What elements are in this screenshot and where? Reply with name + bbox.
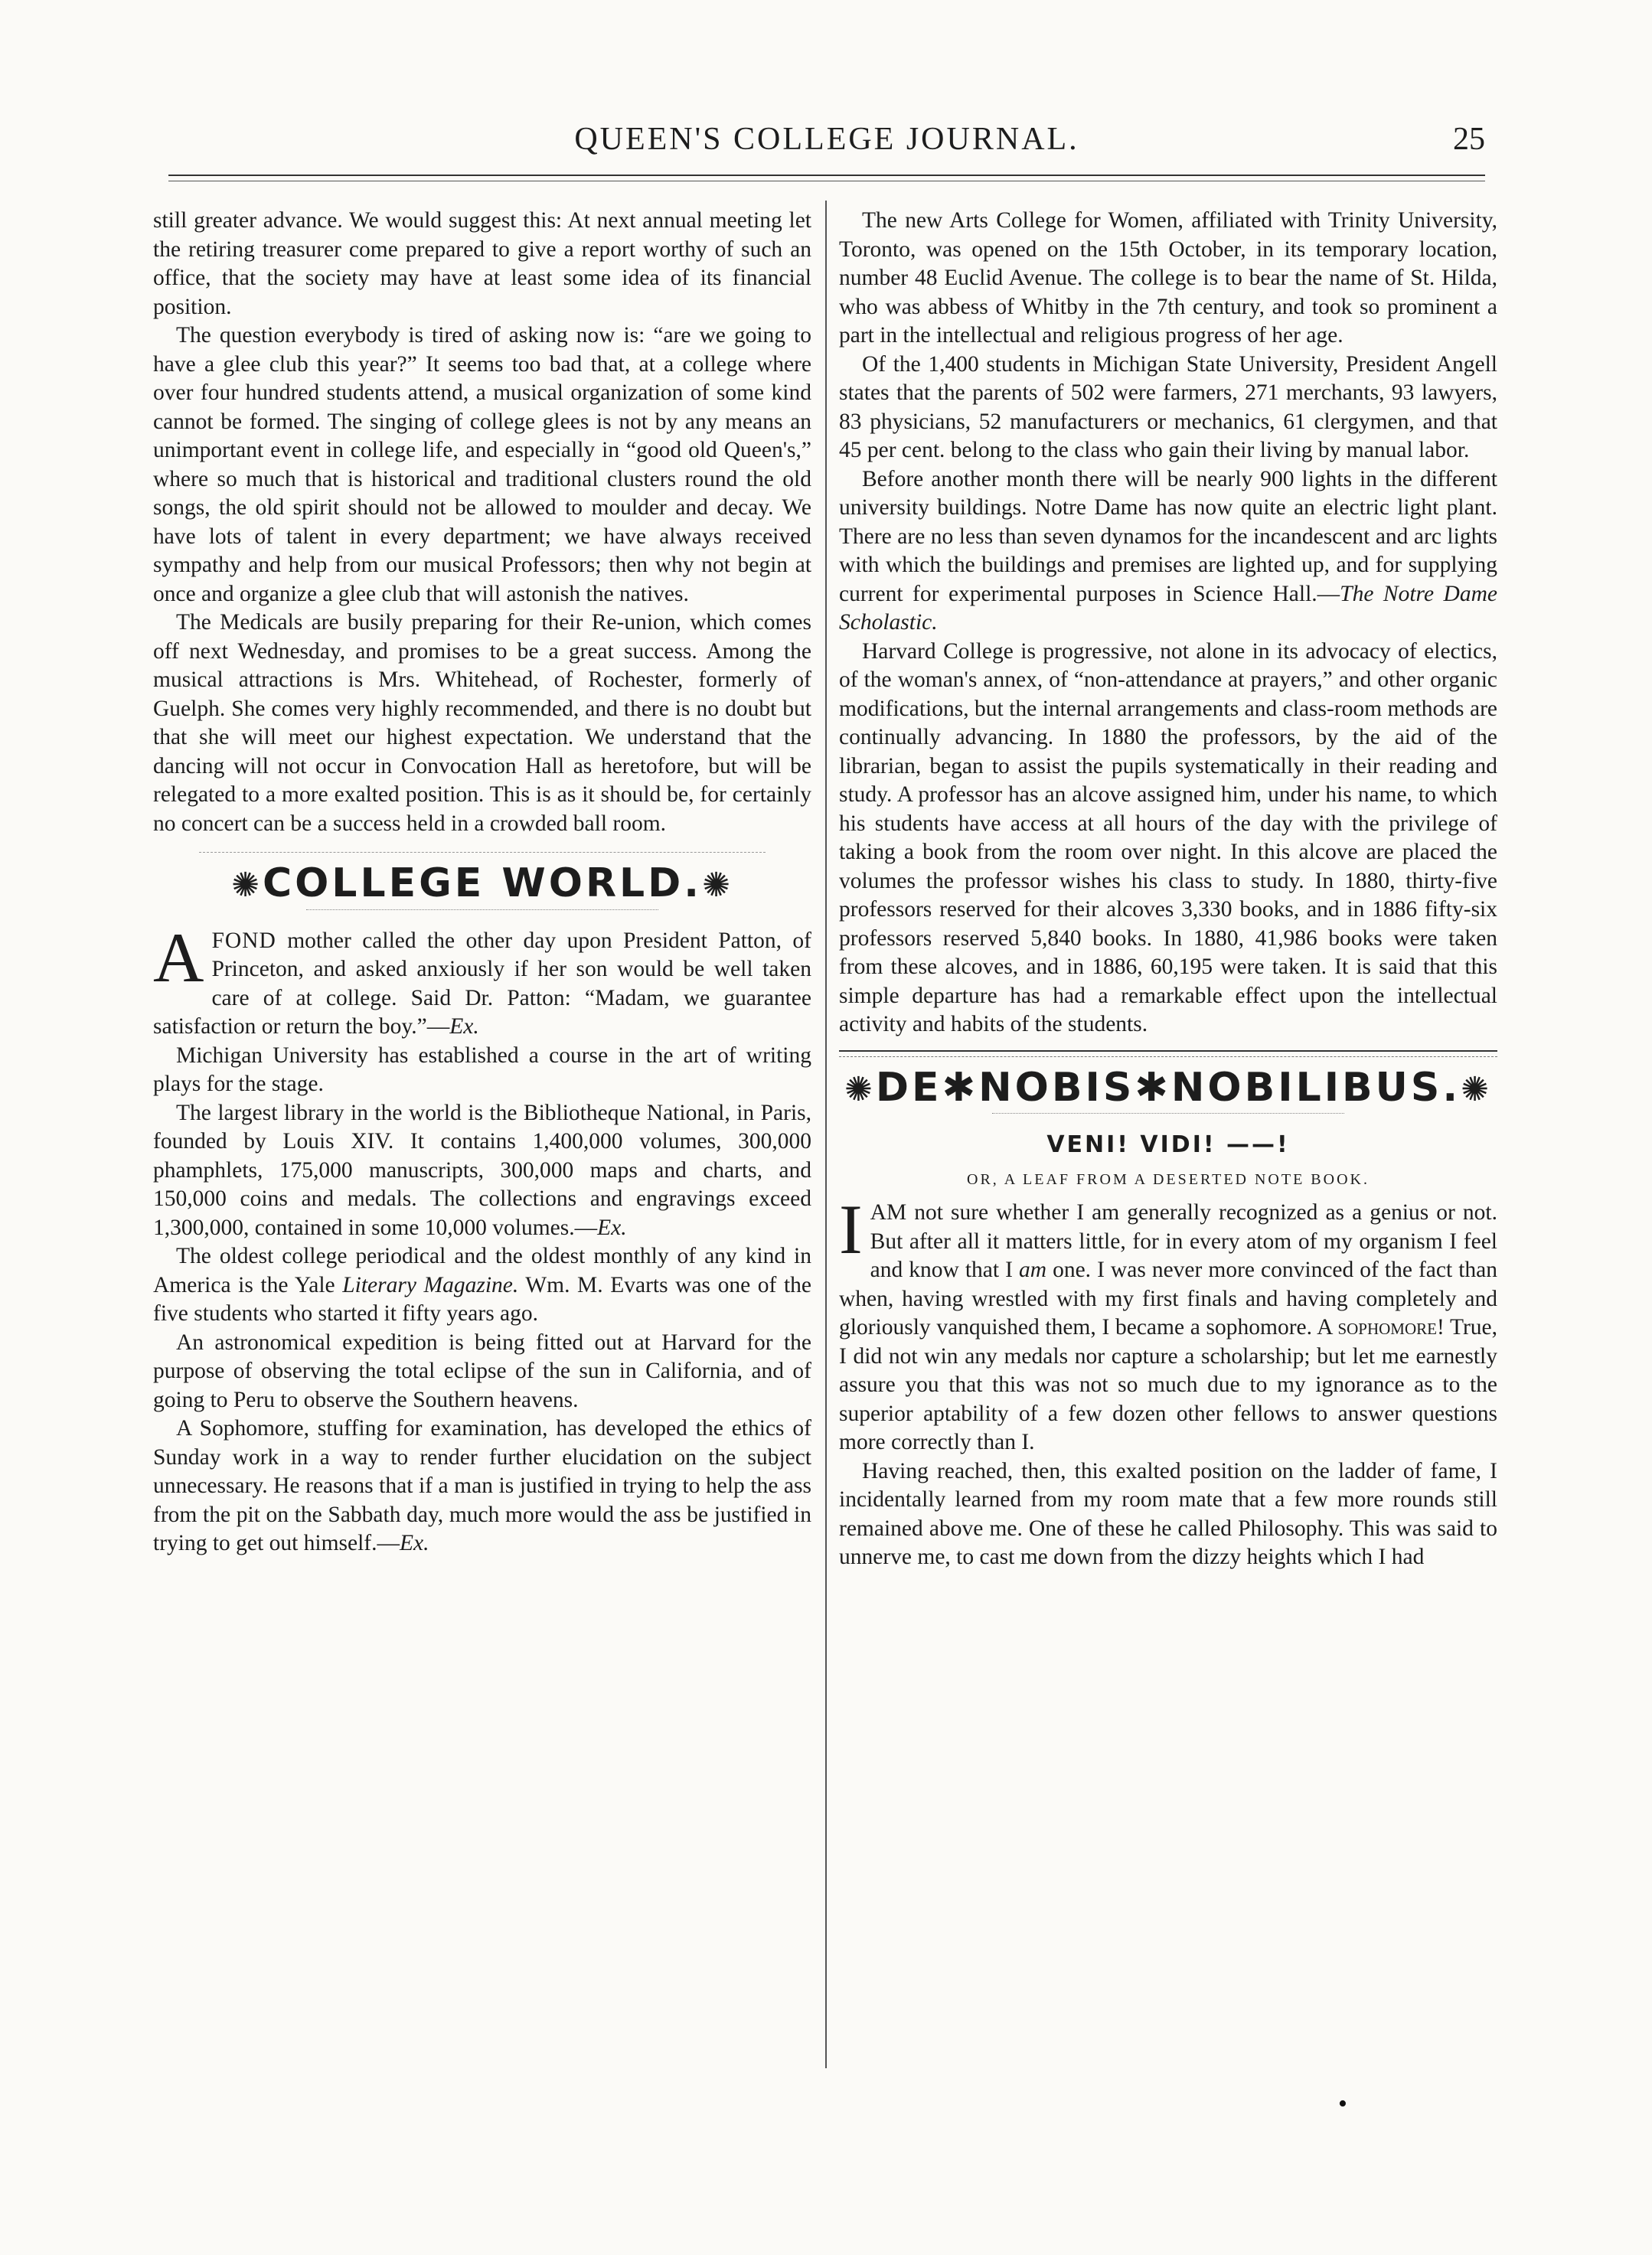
paragraph: The Medicals are busily preparing for their Re-union, which comes off next Wednesday, and promises to be a great success. Among the musical attractions is Mrs. Whitehead, of Rochester, formerly of Guelph. She comes very highly recommended, and there is no doubt but that she will meet our highest expectation. We understand that the dancing will not occur in Convocation Hall as heretofore, but will be relegated to a more exalted position. This is as it should be, for certainly no concert can be a success held in a crowded ball room. — [153, 610, 811, 836]
paragraph: A Sophomore, stuffing for examination, has developed the ethics of Sunday work in a way to render further elucidation on the subject unnecessary. He reasons that if a man is justified in trying to help the ass from the pit on the Sabbath day, much more would the ass be justified in trying to get out himself.—Ex. — [153, 1416, 811, 1555]
section-divider — [839, 1056, 1497, 1057]
page-header — [168, 121, 1485, 159]
section-divider — [199, 852, 766, 853]
asterism-ornament-icon: ✺ — [702, 866, 733, 905]
drop-cap: A — [153, 918, 204, 997]
title-underline — [306, 909, 658, 910]
paragraph: still greater advance. We would suggest this: At next annual meeting let the retiring treasurer come prepared to give a report worthy of such an office, that the society may have at least some idea of its financial position. — [153, 208, 811, 319]
left-column — [153, 207, 811, 1558]
article-heading: VENI! VIDI! ——! — [1046, 1131, 1290, 1158]
asterism-ornament-icon: ✺ — [231, 866, 263, 905]
paragraph: Harvard College is progressive, not alone in its advocacy of electics, of the woman's annex, of “non-attendance at prayers,” and other organic modifications, but the internal arrangements and class-room methods are continually advancing. In 1880 the professors, by the aid of the librarian, began to assist the pupils systematically in their reading and study. A professor has an alcove assigned him, under his name, to which his students have access at all hours of the day with the privilege of taking a book from the room over night. In this alcove are placed the volumes the professor wishes his class to study. In 1880, thirty-five professors reserved for their alcoves 3,330 books, and in 1886 fifty-six professors reserved 5,840 books. In 1880, 41,986 books were taken from these alcoves, and in 1886, 60,195 were taken. It is said that this simple departure has had a remarkable effect upon the intellectual activity and habits of the students. — [839, 638, 1497, 1036]
paragraph: The question everybody is tired of asking now is: “are we going to have a glee club this year?” It seems too bad that, at a college where over four hundred students attend, a musical organization of some kind cannot be formed. The singing of college glees is not by any means an unimportant event in college life, and especially in “good old Queen's,” where so much that is historical and traditional clusters round the old songs, the old spirit should not be allowed to moulder and decay. We have lots of talent in every department; we have always received sympathy and help from our musical Professors; then why not begin at once and organize a glee club that will astonish the natives. — [153, 323, 811, 606]
section-divider — [839, 1050, 1497, 1052]
drop-cap: I — [839, 1190, 863, 1268]
asterism-ornament-icon: ✺ — [844, 1069, 876, 1109]
paragraph: The new Arts College for Women, affiliated with Trinity University, Toronto, was opened on the 15th October, in its temporary location, number 48 Euclid Avenue. The college is to bear the name of St. Hilda, who was abbess of Whitby in the 7th century, and took so prominent a part in the intellectual and religious progress of her age. — [839, 208, 1497, 348]
column-divider — [825, 201, 827, 2068]
section-title-college-world: ✺COLLEGE WORLD.✺ — [231, 860, 733, 906]
paragraph: Having reached, then, this exalted position on the ladder of fame, I incidentally learned from my room mate that a few more rounds still remained above me. One of these he called Philosophy. This was said to unnerve me, to cast me down from the dizzy heights which I had — [839, 1458, 1497, 1569]
page-mark: • — [1338, 2090, 1347, 2118]
paragraph: An astronomical expedition is being fitted out at Harvard for the purpose of observing the total eclipse of the sun in California, and of going to Peru to observe the Southern heavens. — [153, 1330, 811, 1412]
paragraph: AFOND mother called the other day upon President Patton, of Princeton, and asked anxiously if her son would be well taken care of at college. Said Dr. Patton: “Madam, we guarantee satisfaction or return the boy.”—Ex. — [153, 918, 811, 1039]
paragraph: The largest library in the world is the Bibliotheque National, in Paris, founded by Louis XIV. It contains 1,400,000 volumes, 300,000 phamphlets, 175,000 manuscripts, 300,000 maps and charts, and 150,000 coins and medals. The collections and engravings exceed 1,300,000, contained in some 10,000 volumes.—Ex. — [153, 1100, 811, 1240]
journal-title: QUEEN'S COLLEGE JOURNAL. — [574, 122, 1079, 157]
page-number: 25 — [1453, 122, 1485, 157]
paragraph: I AM not sure whether I am generally recognized as a genius or not. But after all it matters little, for in every atom of my organism I feel and know that I am one. I was never more convinced of the fact than when, having wrestled with my first finals and having completely and gloriously vanquished them, I became a sophomore. A sophomore! True, I did not win any medals nor capture a scholarship; but let me earnestly assure you that this was not so much due to my ignorance as to the superior aptability of a few dozen other fellows to answer questions more correctly than I. — [839, 1190, 1497, 1454]
paragraph: Before another month there will be nearly 900 lights in the different university buildings. Notre Dame has now quite an electric light plant. There are no less than seven dynamos for the incandescent and arc lights with which the buildings and premises are lighted up, and for supplying current for experimental purposes in Science Hall.—The Notre Dame Scholastic. — [839, 466, 1497, 635]
section-title-de-nobis-nobilibus: ✺DE✱NOBIS✱NOBILIBUS.✺ — [844, 1064, 1492, 1111]
title-underline — [992, 1113, 1344, 1114]
right-column — [839, 207, 1497, 1572]
paragraph: The oldest college periodical and the oldest monthly of any kind in America is the Yale Literary Magazine. Wm. M. Evarts was one of the five students who started it fifty years ago. — [153, 1244, 811, 1326]
paragraph: Michigan University has established a course in the art of writing plays for the stage. — [153, 1043, 811, 1096]
paragraph: Of the 1,400 students in Michigan State University, President Angell states that the parents of 502 were farmers, 271 merchants, 93 lawyers, 83 physicians, 52 manufacturers or mechanics, 61 clergymen, and that 45 per cent. belong to the class who gain their living by manual labor. — [839, 351, 1497, 462]
ornament-icon: ✺ — [1461, 1069, 1492, 1109]
article-subtitle: OR, A LEAF FROM A DESERTED NOTE BOOK. — [967, 1170, 1370, 1188]
header-rule — [168, 175, 1485, 176]
